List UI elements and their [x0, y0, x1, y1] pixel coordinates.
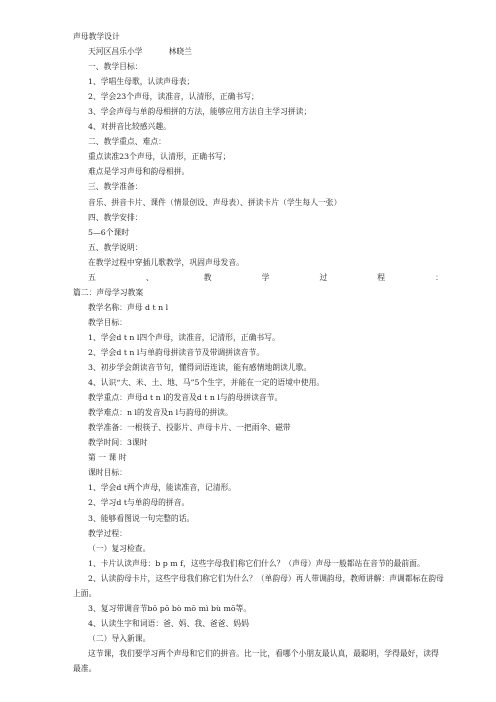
- section-heading: 五、教学说明：: [88, 242, 143, 252]
- author-name: 林晓兰: [168, 47, 192, 57]
- part-heading: 篇二：声母学习教案: [73, 287, 144, 297]
- lesson-name: 教学名称：声母 d t n l: [88, 302, 169, 312]
- list-item: 1、学唱生母歌，认读声母表；: [88, 77, 195, 87]
- list-item: 1、学会d t两个声母，能读准音，记清形。: [88, 483, 237, 493]
- key-point: 教学重点：声母d t n l的发音及d t n l与韵母拼读音节。: [88, 393, 283, 403]
- document-body: [73, 29, 445, 676]
- list-item: 2、学会d t n l与单韵母拼读音节及带调拼读音节。: [88, 347, 265, 357]
- paragraph: 3、复习带调音节bō pō bò mō mì bù mō等。: [88, 603, 252, 613]
- list-item: 3、能够看图说一句完整的话。: [88, 513, 195, 523]
- author-line: [73, 44, 445, 59]
- sub-heading: （二）导入新课。: [88, 633, 151, 643]
- spaced-char: 过: [319, 272, 328, 282]
- section-heading: 教学过程：: [88, 528, 127, 538]
- doc-title: 声母教学设计: [73, 32, 120, 41]
- spaced-char: ：: [435, 272, 443, 282]
- paragraph: 4、认读生字和词语：爸、妈、我、爸爸、妈妈: [88, 618, 249, 628]
- list-item: 4、对拼音比较感兴趣。: [88, 122, 171, 132]
- list-item: 2、学会23个声母，读准音，认清形，正确书写；: [88, 92, 259, 102]
- period-heading: 第 一 课 时: [88, 453, 127, 463]
- list-item: 3、学会声母与单韵母相拼的方法，能够应用方法自主学习拼读；: [88, 107, 312, 117]
- section-heading: 二、教学重点、难点：: [88, 137, 166, 147]
- spaced-char: 教: [203, 272, 212, 282]
- spaced-char: 五: [88, 272, 96, 282]
- list-item: 3、初步学会朗读音节句，懂得词语连读，能有感情地朗读儿歌。: [88, 363, 312, 373]
- spaced-char: 、: [145, 272, 154, 282]
- teaching-time: 教学时间：3课时: [88, 438, 148, 448]
- paragraph: 5—6个课时: [88, 227, 130, 237]
- paragraph: 2、认读韵母卡片，这些字母我们称它们为什么？（单韵母）再人带调韵母，教师讲解：声调都标在韵母上面。: [73, 573, 444, 598]
- preparation: 教学准备：一根筷子、投影片、声母卡片、一把雨伞、磁带: [88, 423, 291, 433]
- paragraph: 1、卡片认读声母：b p m f，这些字母我们称它们什么？（声母）声母一般都站在音节的最前面。: [88, 558, 425, 568]
- section-heading: 一、教学目标：: [88, 62, 143, 72]
- list-item: 1、学会d t n l四个声母，读准音，记清形，正确书写。: [88, 332, 280, 342]
- list-item: 2、学习d t与单韵母的拼音。: [88, 498, 190, 508]
- section-heading: 四、教学安排：: [88, 212, 143, 222]
- paragraph: 这节课，我们要学习两个声母和它们的拼音。比一比，看哪个小朋友最认真，最聪明，学得最好，读得最准。: [73, 648, 439, 673]
- paragraph: 音乐、拼音卡片、课件（情景创设、声母表）、拼读卡片（学生每人一张）: [88, 197, 342, 207]
- section-heading: 课时目标：: [88, 468, 127, 478]
- school-name: 天河区昌乐小学: [88, 47, 143, 57]
- list-item: 难点是学习声母和韵母相拼。: [88, 167, 190, 177]
- spaced-char: 学: [261, 272, 270, 282]
- list-item: 4、认识“大、米、土、地、马”5个生字，并能在一定的语境中使用。: [88, 378, 325, 388]
- spaced-char: 程: [377, 272, 386, 282]
- sub-heading: （一）复习检查。: [88, 543, 151, 553]
- paragraph: 在教学过程中穿插儿歌教学，巩固声母发音。: [88, 257, 244, 267]
- list-item: 重点读准23个声母，认清形，正确书写；: [88, 152, 231, 162]
- section-heading: 三、教学准备：: [88, 182, 143, 192]
- section-heading: 教学目标：: [88, 317, 127, 327]
- spaced-heading: [73, 270, 445, 285]
- difficulty: 教学难点：n l的发音及n l与韵母的拼读。: [88, 408, 233, 418]
